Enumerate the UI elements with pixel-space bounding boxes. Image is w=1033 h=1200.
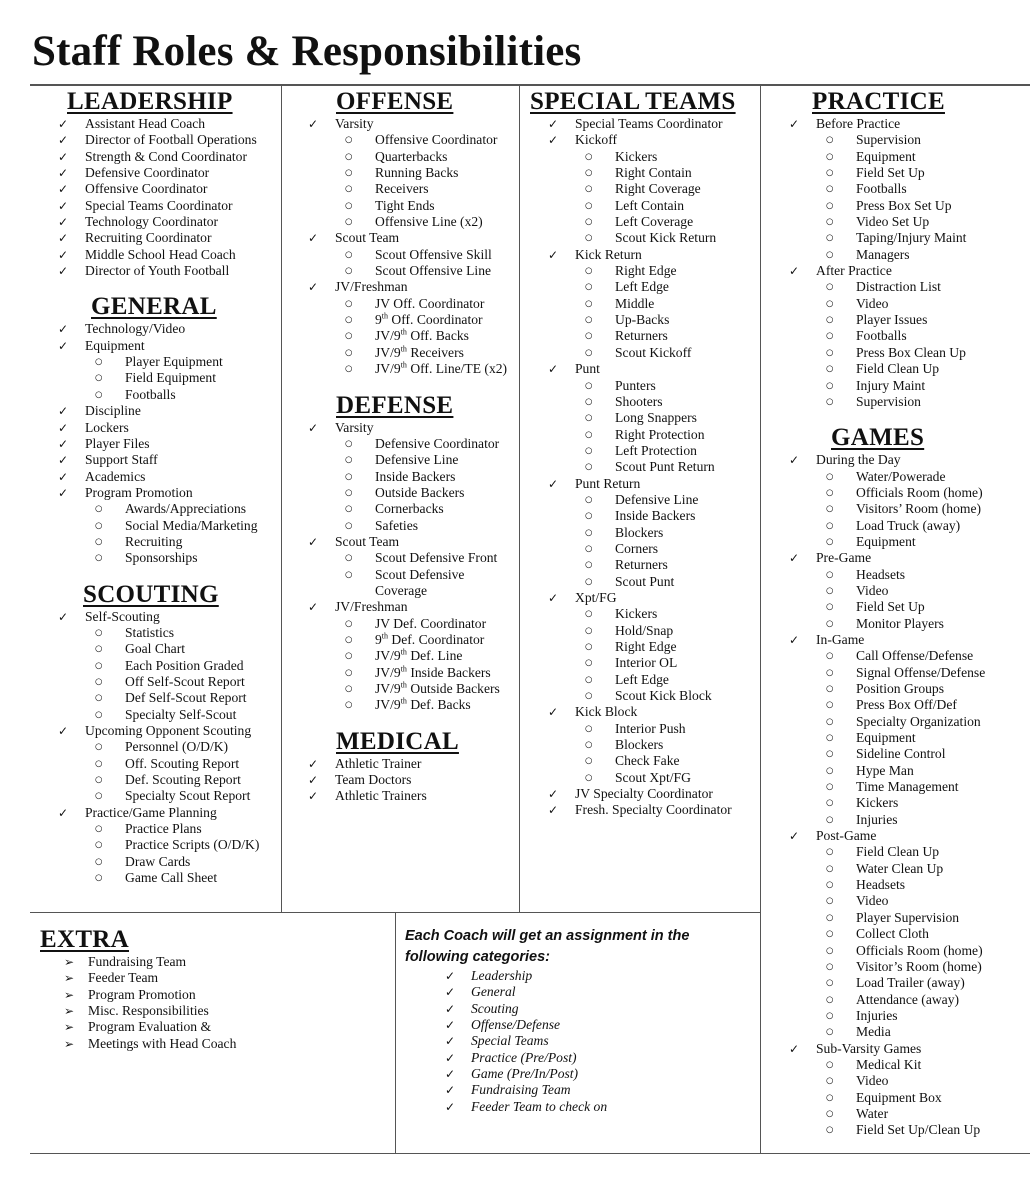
sub-list-item: ○ Injury Maint xyxy=(786,378,1030,394)
list-item: ✓ Athletic Trainers xyxy=(305,788,519,804)
sub-list-item: ○ Field Set Up xyxy=(786,599,1030,615)
sub-list-item: ○ Right Edge xyxy=(545,639,759,655)
section-heading: DEFENSE xyxy=(336,391,454,419)
list-item: ✓ Discipline xyxy=(55,403,281,419)
list-item: ✓ Kickoff xyxy=(545,132,759,148)
sub-list-item: ○ Personnel (O/D/K) xyxy=(55,739,281,755)
sub-list-item: ○ Long Snappers xyxy=(545,410,759,426)
section-heading: LEADERSHIP xyxy=(67,88,233,115)
column-1 xyxy=(55,88,281,886)
sub-list-item: ○ Visitors’ Room (home) xyxy=(786,501,1030,517)
sub-list-item: ○ Video xyxy=(786,893,1030,909)
list-item: ✓ In-Game xyxy=(786,632,1030,648)
sub-list-item: ○ Statistics xyxy=(55,625,281,641)
note-item: ✓ Offense/Defense xyxy=(405,1017,755,1033)
sub-list-item: ○ JV/9th Inside Backers xyxy=(305,665,519,681)
sub-list-item: ○ Signal Offense/Defense xyxy=(786,665,1030,681)
sub-list-item: ○ Defensive Coordinator xyxy=(305,436,519,452)
sub-list-item: ○ Defensive Line xyxy=(305,452,519,468)
sub-list-item: ○ Field Set Up/Clean Up xyxy=(786,1122,1030,1138)
sub-list-item: ○ Kickers xyxy=(545,606,759,622)
sub-list-item: ○ Right Contain xyxy=(545,165,759,181)
sub-list-item: ○ JV/9th Outside Backers xyxy=(305,681,519,697)
sub-list-item: Coverage xyxy=(375,582,428,598)
sub-list-item: ○ Footballs xyxy=(786,181,1030,197)
sub-list-item: ○ Video xyxy=(786,296,1030,312)
note-item: ✓ Scouting xyxy=(405,1001,755,1017)
sub-list-item: ○ Field Clean Up xyxy=(786,844,1030,860)
list-item: ✓ Sub-Varsity Games xyxy=(786,1041,1030,1057)
section-leadership xyxy=(55,88,281,279)
sub-list-item: ○ Load Truck (away) xyxy=(786,518,1030,534)
section-list xyxy=(55,321,281,566)
sub-list-item: ○ Call Offense/Defense xyxy=(786,648,1030,664)
extra-list xyxy=(40,954,390,1052)
sub-list-item: ○ Scout Punt xyxy=(545,574,759,590)
section-list xyxy=(786,452,1030,1138)
sub-list-item: ○ Collect Cloth xyxy=(786,926,1030,942)
sub-list-item: ○ Footballs xyxy=(55,387,281,403)
list-item: ✓ Xpt/FG xyxy=(545,590,759,606)
list-item: ✓ Academics xyxy=(55,469,281,485)
sub-list-item: ○ Equipment Box xyxy=(786,1090,1030,1106)
sub-list-item: ○ Equipment xyxy=(786,534,1030,550)
sub-list-item: ○ Monitor Players xyxy=(786,616,1030,632)
sub-list-item: ○ Specialty Scout Report xyxy=(55,788,281,804)
section-list xyxy=(305,420,519,714)
extra-item: ➢ Misc. Responsibilities xyxy=(40,1003,390,1019)
sub-list-item: ○ Equipment xyxy=(786,730,1030,746)
list-item: ✓ Self-Scouting xyxy=(55,609,281,625)
divider-col1 xyxy=(281,86,282,912)
note-item: ✓ General xyxy=(405,984,755,1000)
sub-list-item: ○ Medical Kit xyxy=(786,1057,1030,1073)
note-item: ✓ Practice (Pre/Post) xyxy=(405,1050,755,1066)
sub-list-item: ○ Left Edge xyxy=(545,672,759,688)
sub-list-item: ○ JV/9th Off. Line/TE (x2) xyxy=(305,361,519,377)
sub-list-item: ○ Press Box Off/Def xyxy=(786,697,1030,713)
note-title xyxy=(405,926,755,968)
sub-list-item: ○ Footballs xyxy=(786,328,1030,344)
sub-list-item: ○ Interior Push xyxy=(545,721,759,737)
section-heading: GENERAL xyxy=(91,293,217,321)
sub-list-item: ○ Officials Room (home) xyxy=(786,485,1030,501)
list-item: ✓ Director of Youth Football xyxy=(55,263,281,279)
sub-list-item: ○ Left Coverage xyxy=(545,214,759,230)
section-list xyxy=(55,116,281,279)
list-item: ✓ Varsity xyxy=(305,116,519,132)
sub-list-item: ○ 9th Off. Coordinator xyxy=(305,312,519,328)
list-item: ✓ JV/Freshman xyxy=(305,279,519,295)
list-item: ✓ JV/Freshman xyxy=(305,599,519,615)
sub-list-item: ○ Player Issues xyxy=(786,312,1030,328)
extra-item: ➢ Feeder Team xyxy=(40,970,390,986)
sub-list-item: ○ JV/9th Def. Line xyxy=(305,648,519,664)
sub-list-item: ○ Scout Offensive Skill xyxy=(305,247,519,263)
section-heading: MEDICAL xyxy=(336,727,459,755)
section-list xyxy=(545,116,759,819)
sub-list-item: ○ Scout Defensive xyxy=(305,567,519,583)
sub-list-item: ○ Receivers xyxy=(305,181,519,197)
sub-list-item: ○ Punters xyxy=(545,378,759,394)
sub-list-item: ○ Visitor’s Room (home) xyxy=(786,959,1030,975)
extra-item: ➢ Program Promotion xyxy=(40,987,390,1003)
sub-list-item: ○ Headsets xyxy=(786,877,1030,893)
sub-list-item: ○ Recruiting xyxy=(55,534,281,550)
sub-list-item: ○ Equipment xyxy=(786,149,1030,165)
sub-list-item: ○ Player Supervision xyxy=(786,910,1030,926)
sub-list-item: ○ Press Box Set Up xyxy=(786,198,1030,214)
section-medical xyxy=(305,728,519,805)
extra-item: ➢ Fundraising Team xyxy=(40,954,390,970)
sub-list-item: ○ JV Off. Coordinator xyxy=(305,296,519,312)
list-item: ✓ Punt xyxy=(545,361,759,377)
sub-list-item: ○ JV/9th Receivers xyxy=(305,345,519,361)
list-item: ✓ After Practice xyxy=(786,263,1030,279)
list-item: ✓ Punt Return xyxy=(545,476,759,492)
sub-list-item: ○ Draw Cards xyxy=(55,854,281,870)
list-item: ✓ Athletic Trainer xyxy=(305,756,519,772)
list-item: ✓ Scout Team xyxy=(305,534,519,550)
sub-list-item: ○ Sideline Control xyxy=(786,746,1030,762)
sub-list-item: ○ Returners xyxy=(545,557,759,573)
sub-list-item: ○ Load Trailer (away) xyxy=(786,975,1030,991)
list-item: ✓ Director of Football Operations xyxy=(55,132,281,148)
sub-list-item: ○ Interior OL xyxy=(545,655,759,671)
list-item: ✓ Kick Return xyxy=(545,247,759,263)
section-list xyxy=(305,116,519,378)
section-practice xyxy=(786,88,1030,410)
note-item: ✓ Fundraising Team xyxy=(405,1082,755,1098)
section-scouting xyxy=(55,581,281,887)
section-list xyxy=(55,609,281,887)
sub-list-item: ○ Right Coverage xyxy=(545,181,759,197)
sub-list-item: ○ Field Set Up xyxy=(786,165,1030,181)
top-rule xyxy=(30,84,1030,86)
sub-list-item: ○ Practice Plans xyxy=(55,821,281,837)
sub-list-item: ○ Each Position Graded xyxy=(55,658,281,674)
sub-list-item: ○ Attendance (away) xyxy=(786,992,1030,1008)
sub-list-item: ○ Game Call Sheet xyxy=(55,870,281,886)
sub-list-item: ○ Video xyxy=(786,1073,1030,1089)
list-item: ✓ Kick Block xyxy=(545,704,759,720)
list-item: ✓ Practice/Game Planning xyxy=(55,805,281,821)
sub-list-item: ○ Shooters xyxy=(545,394,759,410)
sub-list-item: ○ Scout Punt Return xyxy=(545,459,759,475)
extra-box xyxy=(40,926,390,1052)
list-item: ✓ Post-Game xyxy=(786,828,1030,844)
sub-list-item: ○ Field Equipment xyxy=(55,370,281,386)
section-heading: EXTRA xyxy=(40,926,130,953)
sub-list-item: ○ JV Def. Coordinator xyxy=(305,616,519,632)
sub-list-item: ○ Specialty Self-Scout xyxy=(55,707,281,723)
section-list xyxy=(786,116,1030,410)
sub-list-item: ○ Managers xyxy=(786,247,1030,263)
list-item: ✓ JV Specialty Coordinator xyxy=(545,786,759,802)
section-list xyxy=(305,756,519,805)
list-item: ✓ Scout Team xyxy=(305,230,519,246)
sub-list-item: ○ Kickers xyxy=(786,795,1030,811)
divider-col3 xyxy=(760,86,761,1153)
note-item: ✓ Leadership xyxy=(405,968,755,984)
sub-list-item: ○ Water xyxy=(786,1106,1030,1122)
sub-list-item: ○ JV/9th Off. Backs xyxy=(305,328,519,344)
note-item: ✓ Special Teams xyxy=(405,1033,755,1049)
section-special-teams xyxy=(530,88,759,819)
sub-list-item: ○ Taping/Injury Maint xyxy=(786,230,1030,246)
note-title-line1: Each Coach will get an assignment in the xyxy=(405,928,690,944)
list-item: ✓ Offensive Coordinator xyxy=(55,181,281,197)
sub-list-item: ○ Supervision xyxy=(786,132,1030,148)
sub-list-item: ○ Scout Defensive Front xyxy=(305,550,519,566)
sub-list-item: ○ Offensive Line (x2) xyxy=(305,214,519,230)
sub-list-item: ○ Safeties xyxy=(305,518,519,534)
sub-list-item: ○ Defensive Line xyxy=(545,492,759,508)
list-item: ✓ Pre-Game xyxy=(786,550,1030,566)
sub-list-item: ○ Awards/Appreciations xyxy=(55,501,281,517)
sub-list-item: ○ Outside Backers xyxy=(305,485,519,501)
sub-list-item: ○ Goal Chart xyxy=(55,641,281,657)
list-item: ✓ Middle School Head Coach xyxy=(55,247,281,263)
sub-list-item: ○ Injuries xyxy=(786,1008,1030,1024)
list-item: ✓ During the Day xyxy=(786,452,1030,468)
sub-list-item: ○ Offensive Coordinator xyxy=(305,132,519,148)
note-list xyxy=(405,968,755,1115)
sub-list-item: ○ Media xyxy=(786,1024,1030,1040)
section-heading: PRACTICE xyxy=(812,88,945,115)
section-defense xyxy=(305,392,519,714)
sub-list-item: ○ Quarterbacks xyxy=(305,149,519,165)
sub-list-item: ○ Right Protection xyxy=(545,427,759,443)
sub-list-item: ○ 9th Def. Coordinator xyxy=(305,632,519,648)
sub-list-item: ○ Press Box Clean Up xyxy=(786,345,1030,361)
sub-list-item: ○ Officials Room (home) xyxy=(786,943,1030,959)
sub-list-item: ○ Supervision xyxy=(786,394,1030,410)
note-item: ✓ Feeder Team to check on xyxy=(405,1099,755,1115)
list-item: ✓ Fresh. Specialty Coordinator xyxy=(545,802,759,818)
sub-list-item: ○ Left Edge xyxy=(545,279,759,295)
section-games xyxy=(786,424,1030,1138)
sub-list-item: ○ Hold/Snap xyxy=(545,623,759,639)
sub-list-item: ○ Field Clean Up xyxy=(786,361,1030,377)
sub-list-item: ○ Scout Xpt/FG xyxy=(545,770,759,786)
sub-list-item: ○ Sponsorships xyxy=(55,550,281,566)
sub-list-item: ○ Tight Ends xyxy=(305,198,519,214)
sub-list-item: ○ Scout Kickoff xyxy=(545,345,759,361)
sub-list-item: ○ Social Media/Marketing xyxy=(55,518,281,534)
sub-list-item: ○ Corners xyxy=(545,541,759,557)
extra-item: ➢ Meetings with Head Coach xyxy=(40,1036,390,1052)
column-2 xyxy=(305,88,519,805)
bottom-rule xyxy=(30,1153,1030,1154)
sub-list-item: ○ Specialty Organization xyxy=(786,714,1030,730)
list-item: ✓ Varsity xyxy=(305,420,519,436)
page-title: Staff Roles & Responsibilities xyxy=(32,28,582,75)
list-item: ✓ Support Staff xyxy=(55,452,281,468)
sub-list-item: ○ Returners xyxy=(545,328,759,344)
sub-list-item: ○ Hype Man xyxy=(786,763,1030,779)
sub-list-item: ○ Left Protection xyxy=(545,443,759,459)
section-heading: GAMES xyxy=(831,424,925,452)
list-item: ✓ Defensive Coordinator xyxy=(55,165,281,181)
sub-list-item: ○ Time Management xyxy=(786,779,1030,795)
list-item: ✓ Strength & Cond Coordinator xyxy=(55,149,281,165)
sub-list-item: ○ Injuries xyxy=(786,812,1030,828)
list-item: ✓ Special Teams Coordinator xyxy=(545,116,759,132)
sub-list-item: ○ Kickers xyxy=(545,149,759,165)
sub-list-item: ○ Def Self-Scout Report xyxy=(55,690,281,706)
section-heading: OFFENSE xyxy=(336,88,454,115)
list-item: ✓ Special Teams Coordinator xyxy=(55,198,281,214)
list-item: ✓ Technology/Video xyxy=(55,321,281,337)
list-item: ✓ Upcoming Opponent Scouting xyxy=(55,723,281,739)
list-item: ✓ Before Practice xyxy=(786,116,1030,132)
sub-list-item: ○ Running Backs xyxy=(305,165,519,181)
section-offense xyxy=(305,88,519,378)
list-item: ✓ Program Promotion xyxy=(55,485,281,501)
sub-list-item: ○ Video xyxy=(786,583,1030,599)
sub-list-item: ○ Middle xyxy=(545,296,759,312)
sub-list-item: ○ Video Set Up xyxy=(786,214,1030,230)
assignment-note xyxy=(405,926,755,1115)
sub-list-item: ○ Left Contain xyxy=(545,198,759,214)
sub-list-item: ○ Distraction List xyxy=(786,279,1030,295)
list-item: ✓ Lockers xyxy=(55,420,281,436)
list-item: ✓ Recruiting Coordinator xyxy=(55,230,281,246)
sub-list-item: ○ Off. Scouting Report xyxy=(55,756,281,772)
sub-list-item: ○ Blockers xyxy=(545,525,759,541)
sub-list-item: ○ Blockers xyxy=(545,737,759,753)
sub-list-item: ○ Up-Backs xyxy=(545,312,759,328)
list-item: ✓ Technology Coordinator xyxy=(55,214,281,230)
sub-list-item: ○ Practice Scripts (O/D/K) xyxy=(55,837,281,853)
sub-list-item: ○ Water Clean Up xyxy=(786,861,1030,877)
sub-list-item: ○ Def. Scouting Report xyxy=(55,772,281,788)
sub-list-item: ○ Water/Powerade xyxy=(786,469,1030,485)
section-heading: SPECIAL TEAMS xyxy=(530,88,736,115)
divider-note xyxy=(395,912,396,1153)
sub-list-item: ○ Scout Offensive Line xyxy=(305,263,519,279)
column-3 xyxy=(530,88,759,819)
sub-list-item: ○ Headsets xyxy=(786,567,1030,583)
sub-list-item: ○ Inside Backers xyxy=(305,469,519,485)
sub-list-item: ○ JV/9th Def. Backs xyxy=(305,697,519,713)
note-item: ✓ Game (Pre/In/Post) xyxy=(405,1066,755,1082)
sub-list-item: ○ Check Fake xyxy=(545,753,759,769)
sub-list-item: ○ Player Equipment xyxy=(55,354,281,370)
sub-list-item: ○ Scout Kick Block xyxy=(545,688,759,704)
list-item: ✓ Equipment xyxy=(55,338,281,354)
sub-list-item: ○ Right Edge xyxy=(545,263,759,279)
section-general xyxy=(55,293,281,566)
divider-col2 xyxy=(519,86,520,912)
sub-list-item: ○ Off Self-Scout Report xyxy=(55,674,281,690)
list-item: ✓ Team Doctors xyxy=(305,772,519,788)
extra-item: ➢ Program Evaluation & xyxy=(40,1019,390,1035)
sub-list-item: ○ Scout Kick Return xyxy=(545,230,759,246)
note-title-line2: following categories: xyxy=(405,949,551,965)
sub-list-item: ○ Position Groups xyxy=(786,681,1030,697)
column-4 xyxy=(786,88,1030,1139)
section-heading: SCOUTING xyxy=(83,580,219,608)
list-item: ✓ Assistant Head Coach xyxy=(55,116,281,132)
sub-list-item: ○ Inside Backers xyxy=(545,508,759,524)
list-item: ✓ Player Files xyxy=(55,436,281,452)
sub-list-item: ○ Cornerbacks xyxy=(305,501,519,517)
